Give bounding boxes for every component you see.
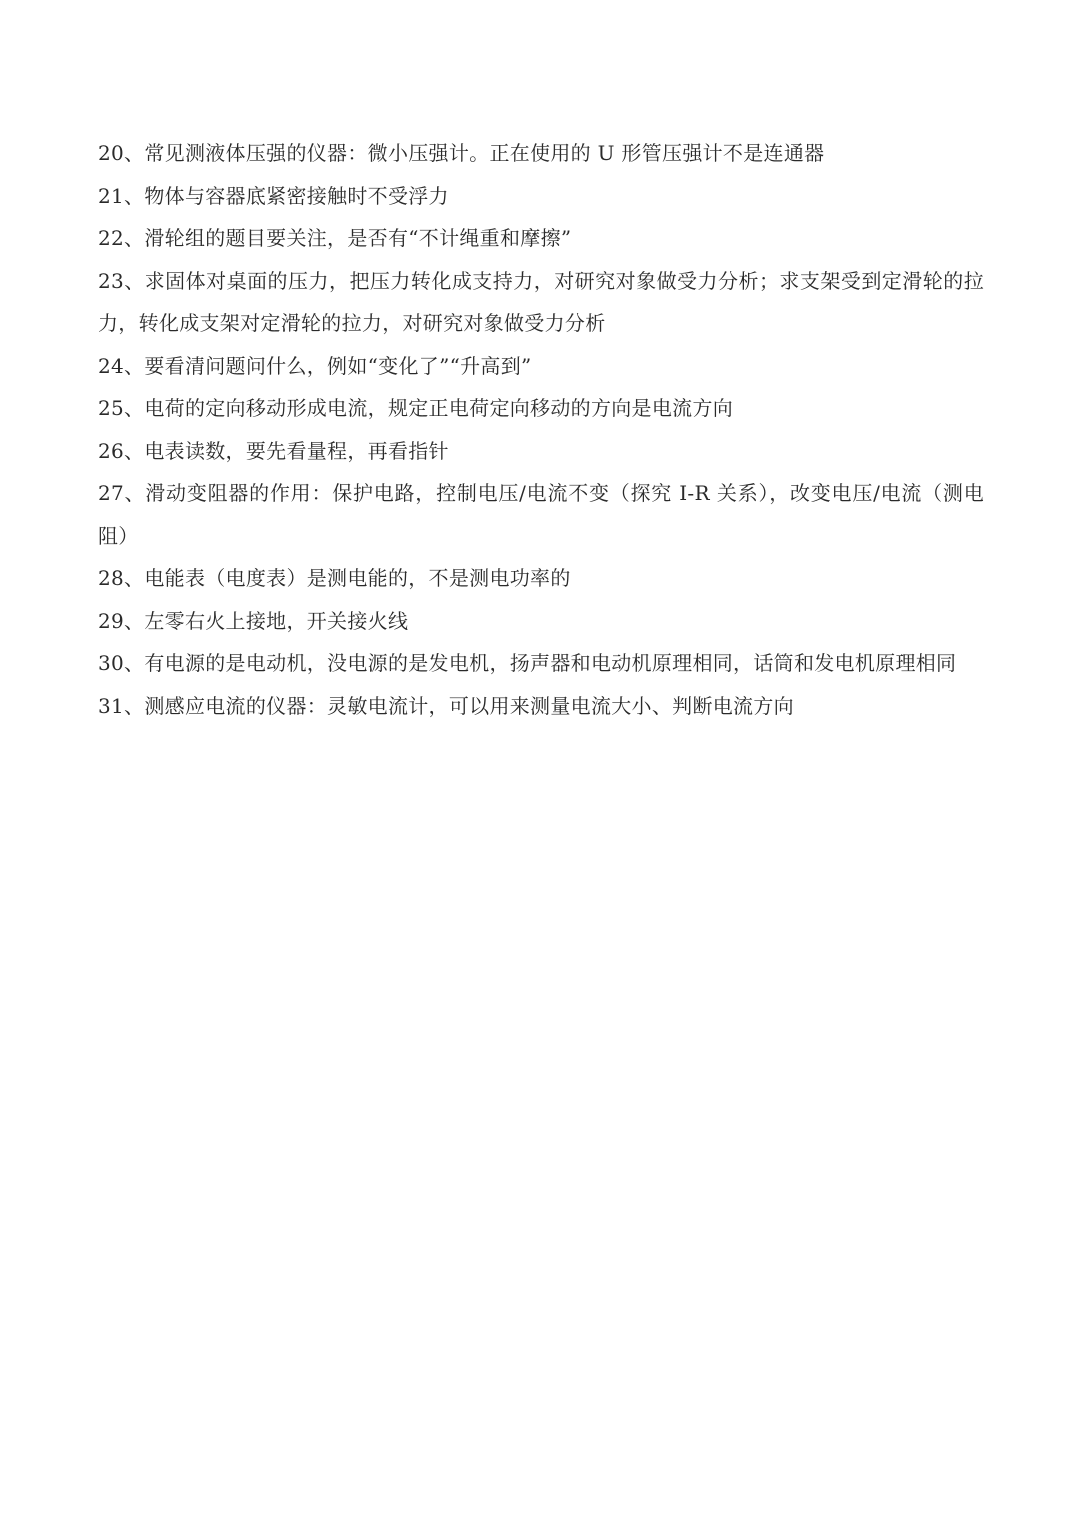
note-item-23: 23、求固体对桌面的压力，把压力转化成支持力，对研究对象做受力分析；求支架受到定滑轮的拉力，转化成支架对定滑轮的拉力，对研究对象做受力分析 — [98, 268, 984, 335]
note-item-31: 31、测感应电流的仪器：灵敏电流计，可以用来测量电流大小、判断电流方向 — [98, 693, 794, 718]
note-item-26: 26、电表读数，要先看量程，再看指针 — [98, 438, 449, 463]
note-item-30: 30、有电源的是电动机，没电源的是发电机，扬声器和电动机原理相同，话筒和发电机原理相同 — [98, 651, 957, 675]
note-item-29: 29、左零右火上接地，开关接火线 — [98, 608, 409, 633]
note-item-24: 24、要看清问题问什么，例如“变化了”“升高到” — [98, 353, 532, 378]
note-item-28: 28、电能表（电度表）是测电能的，不是测电功率的 — [98, 566, 571, 590]
note-item-25: 25、电荷的定向移动形成电流，规定正电荷定向移动的方向是电流方向 — [98, 396, 734, 420]
note-item-21: 21、物体与容器底紧密接触时不受浮力 — [98, 183, 449, 208]
note-item-22: 22、滑轮组的题目要关注，是否有“不计绳重和摩擦” — [98, 226, 572, 250]
note-item-27: 27、滑动变阻器的作用：保护电路，控制电压/电流不变（探究 I-R 关系），改变电压/电流（测电阻） — [98, 481, 984, 548]
note-item-20: 20、常见测液体压强的仪器：微小压强计。正在使用的 U 形管压强计不是连通器 — [98, 141, 825, 165]
notes-list — [98, 132, 984, 727]
